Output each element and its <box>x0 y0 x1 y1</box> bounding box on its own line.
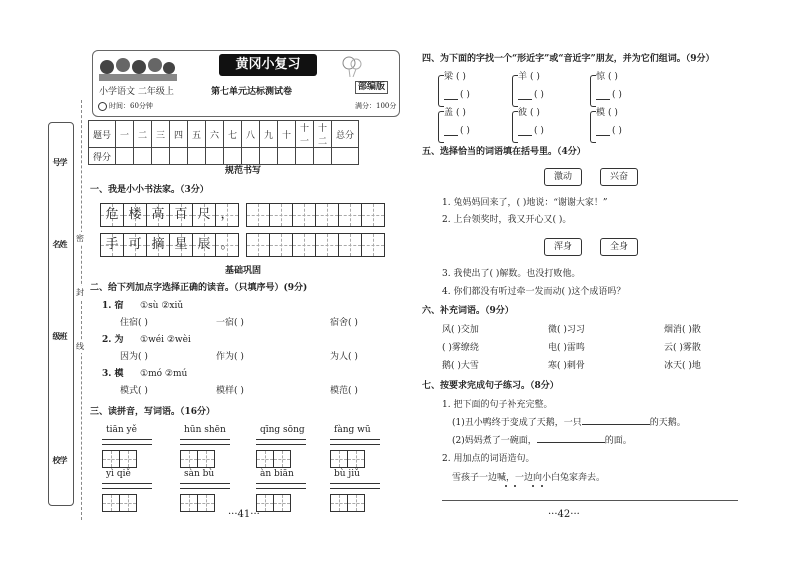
calligraphy-practice-box[interactable] <box>315 203 339 227</box>
q4-word-blank[interactable]: ( ) <box>612 90 622 100</box>
score-input-cell[interactable] <box>188 148 206 165</box>
clock-icon <box>98 102 107 111</box>
page-number-right: ···42··· <box>548 509 580 520</box>
q7-item-2: 2. 用加点的词语造句。 <box>442 454 535 464</box>
score-input-cell[interactable] <box>296 148 314 165</box>
q7-1a-pre: (1)丑小鸭终于变成了天鹅，一只 <box>452 418 582 428</box>
subject-label: 小学语文 二年级上 <box>99 87 174 97</box>
score-table <box>88 120 359 165</box>
calligraphy-char: 百 <box>174 207 188 222</box>
pinyin-label: àn biān <box>260 469 294 479</box>
q2-word[interactable]: 模式( ) <box>120 386 148 396</box>
pinyin-label: fàng wū <box>334 425 371 435</box>
calligraphy-practice-box[interactable] <box>269 233 293 257</box>
pinyin-guide-line <box>256 444 306 445</box>
pinyin-guide-line <box>180 444 230 445</box>
calligraphy-practice-box[interactable] <box>292 233 316 257</box>
q4-char-blank[interactable] <box>518 99 532 100</box>
pinyin-guide-line <box>180 483 230 484</box>
score-input-cell[interactable] <box>134 148 152 165</box>
brand-logo: 黄冈小复习 <box>219 54 317 76</box>
school-label: 学校 <box>52 456 68 464</box>
write-cell[interactable] <box>102 494 120 512</box>
calligraphy-sample-box <box>146 203 170 227</box>
pinyin-label: yì qiě <box>106 469 131 479</box>
score-header-cell: 四 <box>170 121 188 148</box>
calligraphy-sample-box <box>100 233 124 257</box>
q2-char-3: 3. 模 <box>102 369 124 379</box>
score-header-cell: 五 <box>188 121 206 148</box>
calligraphy-char: 楼 <box>128 207 142 222</box>
emphasis-dot <box>505 485 507 487</box>
q4-char-blank[interactable] <box>518 135 532 136</box>
emphasis-dot <box>532 485 534 487</box>
write-cell[interactable] <box>347 450 365 468</box>
pinyin-guide-line <box>180 488 230 489</box>
q6-idiom[interactable]: 鹅( )大雪 <box>442 361 479 371</box>
q7-item-1a <box>452 419 686 428</box>
q4-char-blank[interactable] <box>444 99 458 100</box>
score-header-cell: 十一 <box>296 121 314 148</box>
score-header-cell: 总分 <box>332 121 359 148</box>
q4-word-blank[interactable]: ( ) <box>460 90 470 100</box>
binding-strip <box>48 122 74 506</box>
q5-sentence-4: 4. 你们都没有听过牵一发而动( )这个成语吗？ <box>442 287 626 297</box>
q7-item-1: 1. 把下面的句子补充完整。 <box>442 400 553 410</box>
score-header-cell: 九 <box>260 121 278 148</box>
q4-word-blank[interactable]: ( ) <box>456 72 466 82</box>
calligraphy-sample-box <box>123 203 147 227</box>
score-input-cell[interactable] <box>152 148 170 165</box>
calligraphy-practice-box[interactable] <box>269 203 293 227</box>
pinyin-label: tiān yě <box>106 425 137 435</box>
score-header-cell: 十二 <box>314 121 332 148</box>
q5-title: 五、选择恰当的词语填在括号里。（4分） <box>422 147 586 157</box>
q7-1a-post: 的天鹅。 <box>649 418 686 428</box>
calligraphy-char: ， <box>220 207 234 222</box>
pinyin-guide-line <box>256 488 306 489</box>
q5-sentence-3: 3. 我使出了( )解数。也没打败他。 <box>442 269 581 279</box>
pinyin-label: sàn bù <box>184 469 215 479</box>
header-box <box>92 50 400 117</box>
calligraphy-sample-box <box>192 203 216 227</box>
seal-word-3: 线 <box>76 342 84 351</box>
calligraphy-practice-box[interactable] <box>292 203 316 227</box>
score-input-cell[interactable] <box>206 148 224 165</box>
calligraphy-char: 星 <box>174 237 188 252</box>
pinyin-guide-line <box>256 439 306 440</box>
q5-word-jidong: 激动 <box>544 168 582 186</box>
calligraphy-char: 摘 <box>151 237 165 252</box>
edition-label: 部编版 <box>355 81 388 94</box>
score-input-cell[interactable] <box>278 148 296 165</box>
time-label: 时间：60分钟 <box>109 102 153 110</box>
calligraphy-sample-box <box>123 233 147 257</box>
seal-line <box>81 100 82 520</box>
write-cell[interactable] <box>119 450 137 468</box>
q2-title: 二、给下列加点字选择正确的读音。（只填序号）(9分) <box>90 283 308 293</box>
q2-word[interactable]: 住宿( ) <box>120 318 148 328</box>
calligraphy-practice-box[interactable] <box>338 203 362 227</box>
q4-word-blank[interactable]: ( ) <box>534 126 544 136</box>
calligraphy-practice-box[interactable] <box>315 233 339 257</box>
write-cell[interactable] <box>180 450 198 468</box>
q2-options-3: ①mó ②mú <box>140 369 188 379</box>
pinyin-label: hūn shēn <box>184 425 226 435</box>
q2-word[interactable]: 一宿( ) <box>216 318 244 328</box>
q2-word[interactable]: 因为( ) <box>120 352 148 362</box>
q4-title: 四、为下面的字找一个“形近字”或“音近字”朋友，并为它们组词。（9分） <box>422 54 715 64</box>
children-illustration <box>97 55 177 81</box>
q7-1a-blank[interactable] <box>582 424 650 425</box>
q2-word[interactable]: 为人( ) <box>330 352 358 362</box>
q2-word[interactable]: 模样( ) <box>216 386 244 396</box>
q6-title: 六、补充词语。（9分） <box>422 306 514 316</box>
write-cell[interactable] <box>256 450 274 468</box>
write-cell[interactable] <box>273 450 291 468</box>
q6-idiom[interactable]: ( )雾缭绕 <box>442 343 479 353</box>
q5-word-xingfen: 兴奋 <box>600 168 638 186</box>
score-input-cell[interactable] <box>332 148 359 165</box>
write-cell[interactable] <box>330 450 348 468</box>
q4-word-blank[interactable]: ( ) <box>608 108 618 118</box>
q4-char: 模 <box>596 108 606 118</box>
pinyin-guide-line <box>330 444 380 445</box>
full-score-label: 满分：100分 <box>355 102 397 110</box>
q7-1b-pre: (2)妈妈煮了一碗面， <box>452 436 537 446</box>
q6-idiom[interactable]: 电( )雷鸣 <box>548 343 585 353</box>
pinyin-guide-line <box>102 444 152 445</box>
score-header-cell: 题号 <box>89 121 116 148</box>
q2-char-2: 2. 为 <box>102 335 124 345</box>
calligraphy-practice-box[interactable] <box>361 233 385 257</box>
q2-word[interactable]: 宿舍( ) <box>330 318 358 328</box>
write-cell[interactable] <box>273 494 291 512</box>
calligraphy-sample-box <box>169 203 193 227</box>
score-header-cell: 二 <box>134 121 152 148</box>
q2-options-2: ①wéi ②wèi <box>140 335 191 345</box>
q4-char: 彼 <box>518 108 528 118</box>
q2-options-1: ①sù ②xiǔ <box>140 301 184 311</box>
q3-title: 三、读拼音，写词语。（16分） <box>90 407 216 417</box>
q2-word[interactable]: 作为( ) <box>216 352 244 362</box>
q4-word-blank[interactable]: ( ) <box>460 126 470 136</box>
calligraphy-practice-box[interactable] <box>246 233 270 257</box>
score-input-cell[interactable] <box>170 148 188 165</box>
calligraphy-sample-box <box>169 233 193 257</box>
calligraphy-practice-box[interactable] <box>361 203 385 227</box>
calligraphy-sample-box <box>192 233 216 257</box>
calligraphy-sample-box <box>215 233 239 257</box>
calligraphy-char: 辰 <box>197 237 211 252</box>
q4-char: 羊 <box>518 72 528 82</box>
calligraphy-sample-box <box>215 203 239 227</box>
basic-section-title: 基础巩固 <box>225 266 262 276</box>
pinyin-guide-line <box>330 488 380 489</box>
q4-char-blank[interactable] <box>596 135 610 136</box>
score-input-cell[interactable] <box>314 148 332 165</box>
page-number-left: ···41··· <box>228 509 260 520</box>
q7-1b-blank[interactable] <box>537 442 605 443</box>
q4-word-blank[interactable]: ( ) <box>534 90 544 100</box>
q1-title: 一、我是小小书法家。（3分） <box>90 185 209 195</box>
calligraphy-practice-box[interactable] <box>246 203 270 227</box>
q4-char: 盖 <box>444 108 454 118</box>
q6-idiom[interactable]: 风( )交加 <box>442 325 479 335</box>
pinyin-label: qīng sōng <box>260 425 305 435</box>
q5-word-quanshen: 全身 <box>600 238 638 256</box>
q4-char-blank[interactable] <box>444 135 458 136</box>
pinyin-guide-line <box>256 483 306 484</box>
q7-item-2a: 雪孩子一边喊，一边向小白兔家奔去。 <box>452 473 606 483</box>
calligraphy-char: 尺 <box>197 207 211 222</box>
score-header-cell: 十 <box>278 121 296 148</box>
writing-section-title: 规范书写 <box>225 166 262 176</box>
pinyin-guide-line <box>102 439 152 440</box>
calligraphy-char: 手 <box>105 237 119 252</box>
calligraphy-char: 可 <box>128 237 142 252</box>
score-row-label: 得分 <box>89 148 116 165</box>
q5-sentence-2: 2. 上台领奖时，我又开心又( )。 <box>442 215 572 225</box>
pinyin-label: bù jiǔ <box>334 469 360 479</box>
calligraphy-char: 危 <box>105 207 119 222</box>
q4-char-blank[interactable] <box>596 99 610 100</box>
q2-word[interactable]: 模范( ) <box>330 386 358 396</box>
q7-item-1b <box>452 437 632 446</box>
calligraphy-sample-box <box>100 203 124 227</box>
q4-char: 梁 <box>444 72 454 82</box>
write-cell[interactable] <box>197 450 215 468</box>
q6-idiom[interactable]: 微( )习习 <box>548 325 585 335</box>
write-cell[interactable] <box>119 494 137 512</box>
pinyin-guide-line <box>102 483 152 484</box>
seal-word-2: 封 <box>76 288 84 297</box>
q4-word-blank[interactable]: ( ) <box>612 126 622 136</box>
q4-word-blank[interactable]: ( ) <box>456 108 466 118</box>
score-input-cell[interactable] <box>224 148 242 165</box>
write-cell[interactable] <box>330 494 348 512</box>
name-label: 姓名 <box>52 240 68 248</box>
score-header-cell: 三 <box>152 121 170 148</box>
score-header-cell: 七 <box>224 121 242 148</box>
score-input-cell[interactable] <box>260 148 278 165</box>
write-cell[interactable] <box>102 450 120 468</box>
class-label: 班级 <box>52 332 68 340</box>
pinyin-guide-line <box>102 488 152 489</box>
q7-1b-post: 的面。 <box>604 436 632 446</box>
write-cell[interactable] <box>197 494 215 512</box>
q6-idiom[interactable]: 云( )雾散 <box>664 343 701 353</box>
q2-char-1: 1. 宿 <box>102 301 124 311</box>
seal-word-1: 密 <box>76 234 84 243</box>
emphasis-dot <box>514 485 516 487</box>
q4-word-blank[interactable]: ( ) <box>530 108 540 118</box>
score-header-cell: 一 <box>116 121 134 148</box>
write-cell[interactable] <box>180 494 198 512</box>
calligraphy-char: 高 <box>151 207 165 222</box>
calligraphy-char: 。 <box>220 237 234 252</box>
student-id-label: 学号 <box>52 158 68 166</box>
pinyin-guide-line <box>180 439 230 440</box>
unit-title: 第七单元达标测试卷 <box>211 87 293 97</box>
q6-idiom[interactable]: 烟消( )散 <box>664 325 701 335</box>
score-input-cell[interactable] <box>242 148 260 165</box>
calligraphy-sample-box <box>146 233 170 257</box>
emphasis-dot <box>541 485 543 487</box>
q5-sentence-1: 1. 兔妈妈回来了，( )地说：“谢谢大家！” <box>442 198 608 208</box>
q6-idiom[interactable]: 冰天( )地 <box>664 361 701 371</box>
calligraphy-practice-box[interactable] <box>338 233 362 257</box>
score-input-cell[interactable] <box>116 148 134 165</box>
q4-word-blank[interactable]: ( ) <box>608 72 618 82</box>
q7-title: 七、按要求完成句子练习。（8分） <box>422 381 559 391</box>
q7-answer-line[interactable] <box>442 500 738 501</box>
write-cell[interactable] <box>347 494 365 512</box>
q6-idiom[interactable]: 寒( )刺骨 <box>548 361 585 371</box>
q4-char: 惊 <box>596 72 606 82</box>
balloon-icon <box>341 55 363 77</box>
q5-word-hunshen: 浑身 <box>544 238 582 256</box>
q4-word-blank[interactable]: ( ) <box>530 72 540 82</box>
score-header-cell: 六 <box>206 121 224 148</box>
pinyin-guide-line <box>330 483 380 484</box>
score-header-cell: 八 <box>242 121 260 148</box>
pinyin-guide-line <box>330 439 380 440</box>
